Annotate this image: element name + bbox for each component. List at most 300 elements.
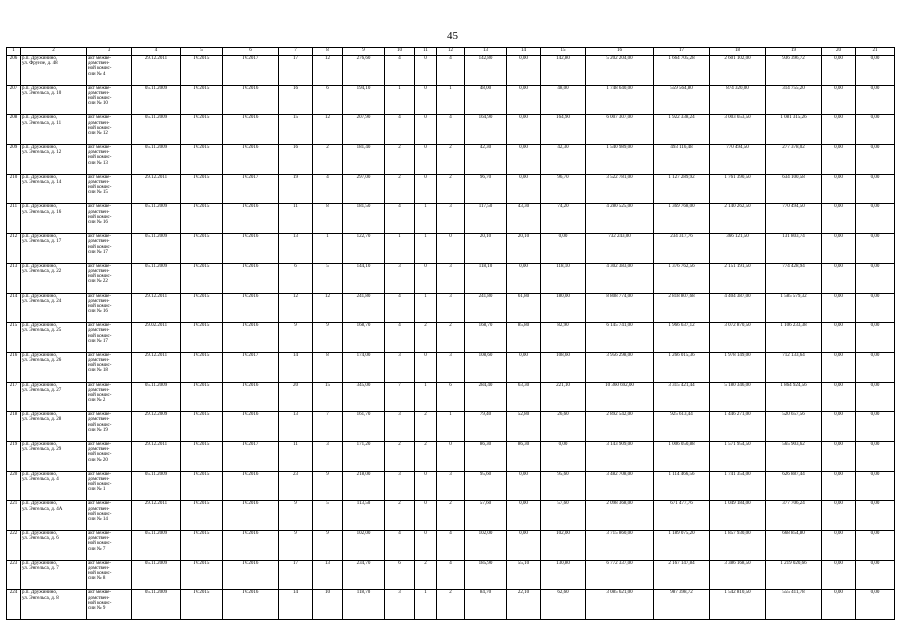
cell-c14: 96,70 <box>541 174 586 204</box>
column-number-row <box>7 48 895 56</box>
document-label-line: домствен- <box>88 90 110 96</box>
document-label-line: ной комис- <box>88 214 112 220</box>
cell-c15: 732 243,00 <box>586 234 654 264</box>
address-cell <box>21 560 87 590</box>
cell-c7: 3 <box>313 441 343 471</box>
cell-c14: 26,60 <box>541 412 586 442</box>
cell-c13: 20,10 <box>507 234 541 264</box>
address-line-2: ул. Энгельса, д. 7 <box>22 565 59 571</box>
cell-c14: 48,00 <box>541 85 586 115</box>
cell-c8: 118,70 <box>343 590 385 620</box>
address-cell <box>21 590 87 620</box>
document-label-line: ной комис- <box>88 66 112 72</box>
housing-program-table <box>6 47 895 620</box>
cell-c19: 0,00 <box>822 56 856 86</box>
column-header: 15 <box>541 48 586 56</box>
cell-c13: 0,00 <box>507 145 541 175</box>
document-number-line <box>88 309 130 314</box>
cell-c19: 0,00 <box>822 412 856 442</box>
cell-c17: 874 320,00 <box>710 85 766 115</box>
cell-c9: 4 <box>385 531 415 561</box>
address-line-1: р.п. Дружинино, <box>22 412 58 418</box>
document-number: 17 <box>102 249 108 255</box>
cell-c8: 234,70 <box>343 560 385 590</box>
cell-c4: IV.2015 <box>181 263 223 293</box>
cell-c18: 520 657,56 <box>766 412 822 442</box>
document-cell <box>87 85 132 115</box>
cell-c10: 0 <box>415 115 437 145</box>
document-label-line: домствен- <box>88 476 110 482</box>
cell-c15: 1 748 640,00 <box>586 85 654 115</box>
document-number-line <box>88 428 130 433</box>
cell-c17: 1 049 184,00 <box>710 501 766 531</box>
document-cell <box>87 56 132 86</box>
document-number-line <box>88 279 130 284</box>
cell-c13: 0,00 <box>507 174 541 204</box>
document-label-line: сии № <box>88 190 103 196</box>
table-row <box>7 115 895 145</box>
document-label-line: ной комис- <box>88 185 112 191</box>
cell-c16: 1 664 705,28 <box>654 56 710 86</box>
cell-c5: IV.2016 <box>223 263 279 293</box>
cell-c6: 20 <box>279 382 313 412</box>
cell-c9: 2 <box>385 174 415 204</box>
cell-c14: 42,30 <box>541 145 586 175</box>
document-label-line: домствен- <box>88 61 110 67</box>
cell-c6: 11 <box>279 204 313 234</box>
column-header: 2 <box>21 48 87 56</box>
document-label-line: сии № <box>88 249 103 255</box>
document-label-line: акт межве- <box>88 85 112 91</box>
cell-date: 29.12.2009 <box>132 412 181 442</box>
cell-c12: 142,80 <box>465 56 507 86</box>
document-label-line: сии № <box>88 309 103 315</box>
cell-c17: 3 003 653,50 <box>710 115 766 145</box>
cell-c6: 13 <box>279 234 313 264</box>
cell-c17: 3 386 168,50 <box>710 560 766 590</box>
document-number: 8 <box>102 576 106 582</box>
column-header: 18 <box>710 48 766 56</box>
document-label-line: сии № <box>88 546 103 552</box>
cell-c10: 1 <box>415 204 437 234</box>
row-number: 212 <box>7 234 21 264</box>
cell-c10: 1 <box>415 293 437 323</box>
cell-c6: 14 <box>279 352 313 382</box>
address-line-1: р.п. Дружинино, <box>22 293 58 299</box>
row-number: 210 <box>7 174 21 204</box>
column-header: 6 <box>223 48 279 56</box>
document-label-line: акт межве- <box>88 204 112 210</box>
cell-date: 05.11.2009 <box>132 234 181 264</box>
cell-c10: 2 <box>415 560 437 590</box>
document-label-line: домствен- <box>88 239 110 245</box>
cell-c13: 0,00 <box>507 501 541 531</box>
cell-c7: 13 <box>313 560 343 590</box>
cell-c7: 5 <box>313 501 343 531</box>
cell-c16: 1 127 289,92 <box>654 174 710 204</box>
document-number: 20 <box>102 457 108 463</box>
cell-c5: IV.2016 <box>223 115 279 145</box>
cell-date: 05.11.2009 <box>132 531 181 561</box>
cell-c19: 0,00 <box>822 115 856 145</box>
table-row <box>7 85 895 115</box>
document-number-line <box>88 72 130 77</box>
document-label-line: акт межве- <box>88 531 112 536</box>
cell-c11: 6 <box>437 382 465 412</box>
cell-c9: 7 <box>385 382 415 412</box>
document-number: 14 <box>102 516 108 522</box>
address-line-2: ул. Энгельса, д. 16 <box>22 209 62 215</box>
cell-c16: 234 317,76 <box>654 234 710 264</box>
document-label-line: сии № <box>88 457 103 463</box>
cell-c18: 565 903,62 <box>766 441 822 471</box>
cell-c11: 1 <box>437 85 465 115</box>
document-label-line: ной комис- <box>88 600 112 606</box>
cell-c4: IV.2015 <box>181 560 223 590</box>
cell-c19: 0,00 <box>822 263 856 293</box>
cell-c19: 0,00 <box>822 441 856 471</box>
address-line-2: ул. Энгельса, д. 25 <box>22 328 62 334</box>
cell-c12: 241,80 <box>465 293 507 323</box>
cell-date: 29.12.2011 <box>132 293 181 323</box>
cell-c10: 0 <box>415 263 437 293</box>
cell-c11: 4 <box>437 560 465 590</box>
cell-c20: 0,00 <box>856 263 895 293</box>
document-label-line: сии № <box>88 487 103 493</box>
cell-c12: 57,60 <box>465 501 507 531</box>
cell-c7: 8 <box>313 352 343 382</box>
cell-date: 29.02.2011 <box>132 323 181 353</box>
document-label-line: акт межве- <box>88 174 112 180</box>
cell-c14: 102,00 <box>541 531 586 561</box>
cell-c16: 1 114 466,56 <box>654 471 710 501</box>
cell-c5: IV.2016 <box>223 234 279 264</box>
cell-c10: 0 <box>415 352 437 382</box>
cell-c12: 168,70 <box>465 323 507 353</box>
cell-c9: 6 <box>385 560 415 590</box>
cell-c4: IV.2015 <box>181 501 223 531</box>
document-label-line: сии № <box>88 516 103 522</box>
row-number: 215 <box>7 323 21 353</box>
column-header: 16 <box>586 48 654 56</box>
cell-c16: 1 966 637,12 <box>654 323 710 353</box>
cell-c8: 345,00 <box>343 382 385 412</box>
cell-c10: 1 <box>415 382 437 412</box>
cell-c19: 0,00 <box>822 323 856 353</box>
cell-c6: 23 <box>279 471 313 501</box>
cell-c5: IV.2017 <box>223 352 279 382</box>
cell-c12: 48,00 <box>465 85 507 115</box>
cell-c10: 0 <box>415 174 437 204</box>
address-line-1: р.п. Дружинино, <box>22 174 58 180</box>
document-label-line: ной комис- <box>88 244 112 250</box>
cell-c14: 221,10 <box>541 382 586 412</box>
cell-c17: 1 741 354,00 <box>710 471 766 501</box>
cell-c15: 1 540 989,00 <box>586 145 654 175</box>
column-header: 8 <box>313 48 343 56</box>
row-number: 208 <box>7 115 21 145</box>
cell-c11: 3 <box>437 263 465 293</box>
cell-c18: 1 864 924,56 <box>766 382 822 412</box>
document-number: 4 <box>102 71 106 77</box>
cell-c13: 55,10 <box>507 560 541 590</box>
address-cell <box>21 85 87 115</box>
document-label-line: сии № <box>88 398 103 404</box>
cell-c15: 3 143 909,00 <box>586 441 654 471</box>
cell-c5: IV.2016 <box>223 531 279 561</box>
document-number: 2 <box>102 398 106 404</box>
document-number: 15 <box>102 190 108 196</box>
table-row <box>7 204 895 234</box>
document-label-line: ной комис- <box>88 96 112 102</box>
cell-c9: 2 <box>385 441 415 471</box>
document-number: 9 <box>102 605 106 611</box>
cell-c14: 95,60 <box>541 471 586 501</box>
cell-c8: 174,00 <box>343 352 385 382</box>
cell-c4: IV.2015 <box>181 323 223 353</box>
document-label-line: сии № <box>88 220 103 226</box>
cell-c14: 142,80 <box>541 56 586 86</box>
cell-c15: 3 482 708,00 <box>586 471 654 501</box>
document-cell <box>87 263 132 293</box>
cell-c11: 4 <box>437 115 465 145</box>
cell-c7: 10 <box>313 590 343 620</box>
address-line-2: ул. Энгельса, д. 10 <box>22 90 62 96</box>
document-label-line: домствен- <box>88 536 110 542</box>
document-label-line: ной комис- <box>88 125 112 131</box>
document-label-line: сии № <box>88 368 103 374</box>
table-row <box>7 234 895 264</box>
cell-c17: 5 180 346,00 <box>710 382 766 412</box>
document-label-line: ной комис- <box>88 452 112 458</box>
cell-c4: IV.2015 <box>181 531 223 561</box>
cell-date: 29.12.2011 <box>132 501 181 531</box>
cell-c17: 1 571 954,50 <box>710 441 766 471</box>
document-label-line: акт межве- <box>88 323 112 329</box>
table-row <box>7 323 895 353</box>
table-row <box>7 441 895 471</box>
cell-c20: 0,00 <box>856 234 895 264</box>
cell-c15: 5 202 204,00 <box>586 56 654 86</box>
address-line-2: ул. Энгельса, д. 24 <box>22 298 62 304</box>
cell-c4: IV.2015 <box>181 204 223 234</box>
cell-c5: IV.2016 <box>223 471 279 501</box>
cell-c12: 84,70 <box>465 590 507 620</box>
cell-c15: 10 360 692,00 <box>586 382 654 412</box>
document-number-line <box>88 190 130 195</box>
cell-c10: 0 <box>415 471 437 501</box>
cell-date: 05.11.2009 <box>132 85 181 115</box>
document-label-line: ной комис- <box>88 363 112 369</box>
cell-c13: 22,10 <box>507 590 541 620</box>
cell-c6: 9 <box>279 501 313 531</box>
cell-c9: 3 <box>385 352 415 382</box>
document-number-line <box>88 547 130 552</box>
column-header: 11 <box>415 48 437 56</box>
address-line-1: р.п. Дружинино, <box>22 471 58 477</box>
cell-c15: 4 280 525,00 <box>586 204 654 234</box>
address-line-2: ул. Энгельса, д. 29 <box>22 447 62 453</box>
cell-date: 29.12.2011 <box>132 56 181 86</box>
cell-c5: IV.2016 <box>223 382 279 412</box>
address-line-1: р.п. Дружинино, <box>22 590 58 596</box>
cell-c14: 130,80 <box>541 560 586 590</box>
document-label-line: акт межве- <box>88 145 112 151</box>
cell-c8: 181,40 <box>343 145 385 175</box>
cell-c6: 6 <box>279 263 313 293</box>
cell-c8: 161,70 <box>343 412 385 442</box>
cell-c8: 171,20 <box>343 441 385 471</box>
cell-c7: 7 <box>313 412 343 442</box>
cell-c9: 3 <box>385 263 415 293</box>
document-label-line: акт межве- <box>88 382 112 388</box>
row-number: 222 <box>7 531 21 561</box>
column-header: 9 <box>343 48 385 56</box>
document-cell <box>87 590 132 620</box>
document-label-line: ной комис- <box>88 571 112 577</box>
cell-c16: 2 167 147,84 <box>654 560 710 590</box>
cell-c12: 164,90 <box>465 115 507 145</box>
row-number: 216 <box>7 352 21 382</box>
cell-c7: 9 <box>313 323 343 353</box>
document-number-line <box>88 487 130 492</box>
document-label-line: сии № <box>88 605 103 611</box>
cell-c10: 2 <box>415 323 437 353</box>
cell-c10: 1 <box>415 590 437 620</box>
cell-c4: IV.2015 <box>181 115 223 145</box>
document-number-line <box>88 576 130 581</box>
cell-c19: 0,00 <box>822 501 856 531</box>
cell-date: 29.12.2011 <box>132 174 181 204</box>
cell-c20: 0,00 <box>856 56 895 86</box>
cell-c20: 0,00 <box>856 293 895 323</box>
cell-c5: IV.2017 <box>223 56 279 86</box>
address-cell <box>21 204 87 234</box>
cell-c6: 15 <box>279 115 313 145</box>
document-label-line: сии № <box>88 427 103 433</box>
cell-c20: 0,00 <box>856 590 895 620</box>
cell-c4: IV.2015 <box>181 174 223 204</box>
cell-c7: 15 <box>313 382 343 412</box>
cell-c9: 2 <box>385 145 415 175</box>
address-line-2: ул. Энгельса, д. 4А <box>22 506 63 512</box>
address-line-2: ул. Энгельса, д. 14 <box>22 179 62 185</box>
document-label-line: домствен- <box>88 269 110 275</box>
document-cell <box>87 560 132 590</box>
cell-c5: IV.2016 <box>223 323 279 353</box>
address-line-2: ул. Энгельса, д. 26 <box>22 358 62 364</box>
cell-c12: 96,70 <box>465 174 507 204</box>
cell-c6: 16 <box>279 145 313 175</box>
document-number: 22 <box>102 279 108 285</box>
cell-c16: 2 818 807,68 <box>654 293 710 323</box>
cell-c20: 0,00 <box>856 352 895 382</box>
cell-c16: 1 189 075,20 <box>654 531 710 561</box>
cell-c6: 11 <box>279 441 313 471</box>
cell-c15: 6 772 337,00 <box>586 560 654 590</box>
cell-date: 05.11.2009 <box>132 382 181 412</box>
cell-c11: 2 <box>437 590 465 620</box>
cell-c4: IV.2015 <box>181 293 223 323</box>
document-number-line <box>88 250 130 255</box>
cell-c18: 626 887,44 <box>766 471 822 501</box>
cell-c11: 2 <box>437 145 465 175</box>
cell-c9: 4 <box>385 56 415 86</box>
column-header: 3 <box>87 48 132 56</box>
cell-c8: 122,70 <box>343 234 385 264</box>
cell-c8: 241,80 <box>343 293 385 323</box>
document-label-line: домствен- <box>88 565 110 571</box>
cell-c12: 86,30 <box>465 441 507 471</box>
cell-c16: 1 922 338,24 <box>654 115 710 145</box>
address-line-1: р.п. Дружинино, <box>22 204 58 210</box>
address-line-2: ул. Энгельса, д. 6 <box>22 536 59 542</box>
cell-c7: 9 <box>313 531 343 561</box>
cell-c6: 9 <box>279 531 313 561</box>
column-header: 20 <box>822 48 856 56</box>
document-label-line: домствен- <box>88 387 110 393</box>
cell-c14: 0,00 <box>541 234 586 264</box>
cell-c9: 2 <box>385 501 415 531</box>
document-label-line: домствен- <box>88 150 110 156</box>
cell-c20: 0,00 <box>856 412 895 442</box>
table-row <box>7 501 895 531</box>
address-cell <box>21 323 87 353</box>
table-row <box>7 531 895 561</box>
cell-c17: 366 121,50 <box>710 234 766 264</box>
cell-c7: 1 <box>313 234 343 264</box>
cell-c10: 1 <box>415 234 437 264</box>
cell-c12: 102,00 <box>465 531 507 561</box>
cell-c17: 2 601 102,00 <box>710 56 766 86</box>
row-number: 207 <box>7 85 21 115</box>
column-header: 10 <box>385 48 415 56</box>
cell-c8: 297,00 <box>343 174 385 204</box>
document-label-line: ной комис- <box>88 155 112 161</box>
document-number: 1 <box>102 487 106 493</box>
cell-c8: 144,10 <box>343 263 385 293</box>
cell-c18: 1 219 020,66 <box>766 560 822 590</box>
cell-c13: 52,80 <box>507 412 541 442</box>
cell-date: 29.12.2011 <box>132 441 181 471</box>
address-cell <box>21 263 87 293</box>
cell-c7: 12 <box>313 293 343 323</box>
table-row <box>7 382 895 412</box>
row-number: 217 <box>7 382 21 412</box>
address-line-2: ул. Энгельса, д. 11 <box>22 120 62 126</box>
cell-c16: 925 613,44 <box>654 412 710 442</box>
document-label-line: акт межве- <box>88 293 112 299</box>
cell-c14: 0,00 <box>541 441 586 471</box>
cell-c13: 0,00 <box>507 56 541 86</box>
document-label-line: сии № <box>88 71 103 77</box>
cell-c8: 276,60 <box>343 56 385 86</box>
address-cell <box>21 382 87 412</box>
cell-c9: 3 <box>385 412 415 442</box>
row-number: 223 <box>7 560 21 590</box>
cell-c6: 16 <box>279 85 313 115</box>
row-number: 224 <box>7 590 21 620</box>
cell-c19: 0,00 <box>822 85 856 115</box>
document-number: 19 <box>102 427 108 433</box>
cell-c4: IV.2015 <box>181 590 223 620</box>
document-label-line: акт межве- <box>88 263 112 269</box>
address-line-1: р.п. Дружинино, <box>22 352 58 358</box>
document-cell <box>87 441 132 471</box>
document-label-line: домствен- <box>88 209 110 215</box>
document-label-line: домствен- <box>88 506 110 512</box>
document-label-line: домствен- <box>88 298 110 304</box>
